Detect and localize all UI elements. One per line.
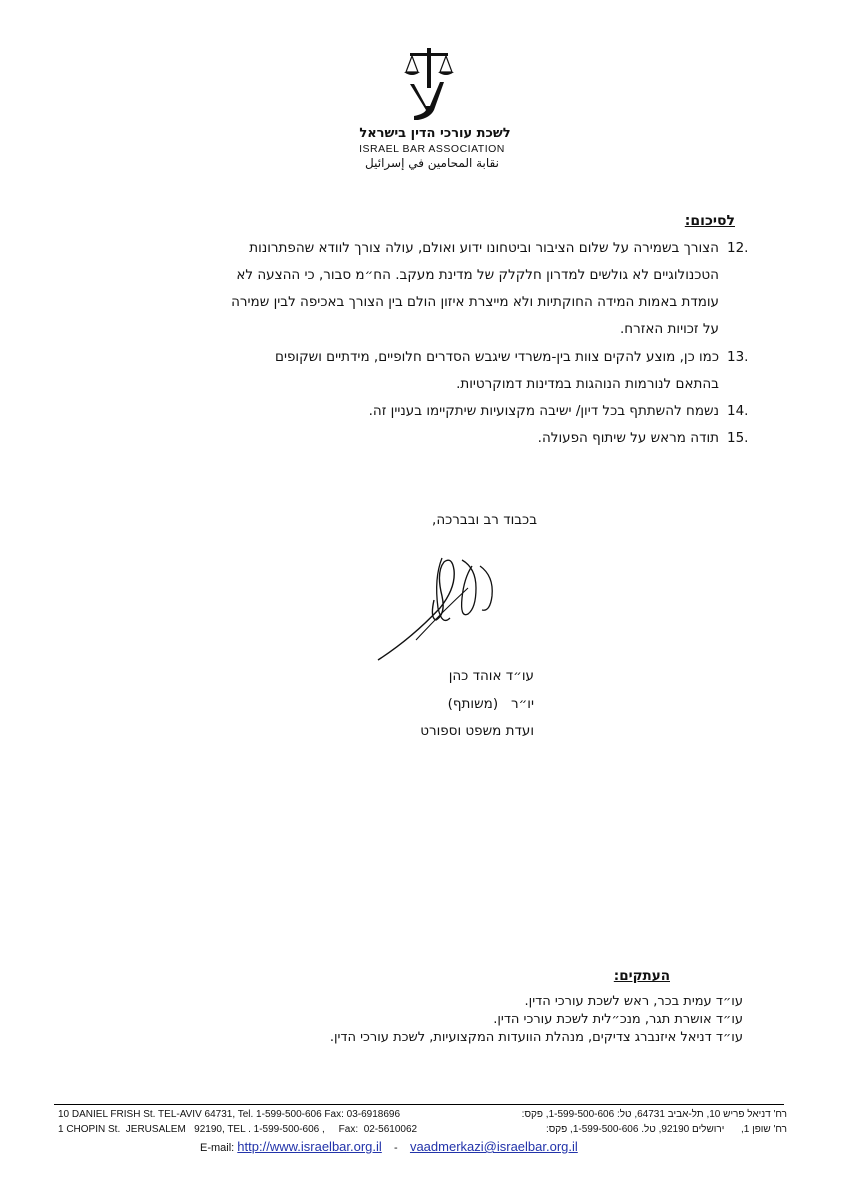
footer-address-telaviv-en: 10 DANIEL FRISH St. TEL-AVIV 64731, Tel. 1-599-500-606 Fax: 03-6918696 bbox=[58, 1109, 401, 1120]
summary-item bbox=[119, 398, 749, 425]
summary-item bbox=[119, 235, 749, 343]
footer-separator: - bbox=[394, 1142, 398, 1154]
handwritten-signature bbox=[372, 548, 502, 666]
item-number: 12. bbox=[727, 240, 749, 256]
email-link[interactable]: vaadmerkazi@israelbar.org.il bbox=[409, 1139, 578, 1154]
footer-address-jerusalem-en: 1 CHOPIN St. JERUSALEM 92190, TEL . 1-599-500-606 , Fax: 02-5610062 bbox=[58, 1124, 418, 1135]
footer-address-jerusalem-he: רח' שופן 1, ירושלים 92190, טל. 1-599-500-606, פקס: bbox=[545, 1124, 787, 1135]
footer-address-telaviv-he: רח' דניאל פריש 10, תל-אביב 64731, טל: 1-599-500-606, פקס: bbox=[521, 1109, 787, 1120]
item-number: 15. bbox=[727, 430, 749, 446]
item-line: הטכנולוגיים לא גולשים למדרון חלקלק של מדינת מעקב. הח״מ סבור, כי ההצעה לא bbox=[236, 267, 719, 283]
scales-logo-icon bbox=[400, 44, 460, 124]
closing-greeting: בכבוד רב ובברכה, bbox=[432, 512, 537, 528]
org-name-hebrew: לשכת עורכי הדין בישראל bbox=[359, 126, 511, 141]
item-line: בהתאם לנורמות הנוהגות במדינות דמוקרטיות. bbox=[456, 376, 719, 392]
item-line: על זכויות האזרח. bbox=[619, 321, 719, 337]
item-number: 14. bbox=[727, 403, 749, 419]
item-line: נשמח להשתתף בכל דיון/ ישיבה מקצועיות שיתקיימו בעניין זה. bbox=[368, 403, 719, 419]
item-number: 13. bbox=[727, 349, 749, 365]
copy-recipient: עו״ד אושרת תגר, מנכ״לית לשכת עורכי הדין. bbox=[493, 1012, 743, 1027]
email-label: E-mail: bbox=[200, 1142, 235, 1154]
item-line: הצורך בשמירה על שלום הציבור וביטחונו ידוע ואולם, עולה צורך לוודא שהפתרונות bbox=[249, 240, 719, 256]
org-name-english: ISRAEL BAR ASSOCIATION bbox=[359, 143, 505, 155]
website-link[interactable]: http://www.israelbar.org.il bbox=[237, 1139, 382, 1154]
summary-title: לסיכום: bbox=[684, 213, 735, 229]
signatory-name: עו״ד אוהד כהן bbox=[448, 668, 534, 684]
copies-title: העתקים: bbox=[613, 968, 670, 984]
summary-item bbox=[119, 344, 749, 398]
item-line: תודה מראש על שיתוף הפעולה. bbox=[537, 430, 719, 446]
copy-recipient: עו״ד עמית בכר, ראש לשכת עורכי הדין. bbox=[524, 994, 743, 1009]
footer-contact-row bbox=[200, 1139, 578, 1154]
org-name-arabic: نقابة المحامين في إسرائيل bbox=[365, 156, 499, 170]
item-line: עומדת באמות המידה החוקתיות ולא מייצרת איזון הולם בין הצורך באכיפה לבין שמירה bbox=[231, 294, 719, 310]
footer-divider bbox=[54, 1104, 784, 1105]
summary-item bbox=[119, 425, 749, 452]
copy-recipient: עו״ד דניאל איזנברג צדיקים, מנהלת הוועדות המקצועיות, לשכת עורכי הדין. bbox=[329, 1030, 743, 1045]
signatory-committee: ועדת משפט וספורט bbox=[420, 723, 534, 739]
item-line: כמו כן, מוצע להקים צוות בין-משרדי שיגבש הסדרים חלופיים, מידתיים ושקופים bbox=[274, 349, 719, 365]
signatory-role: יו״ר (משותף) bbox=[447, 696, 534, 712]
